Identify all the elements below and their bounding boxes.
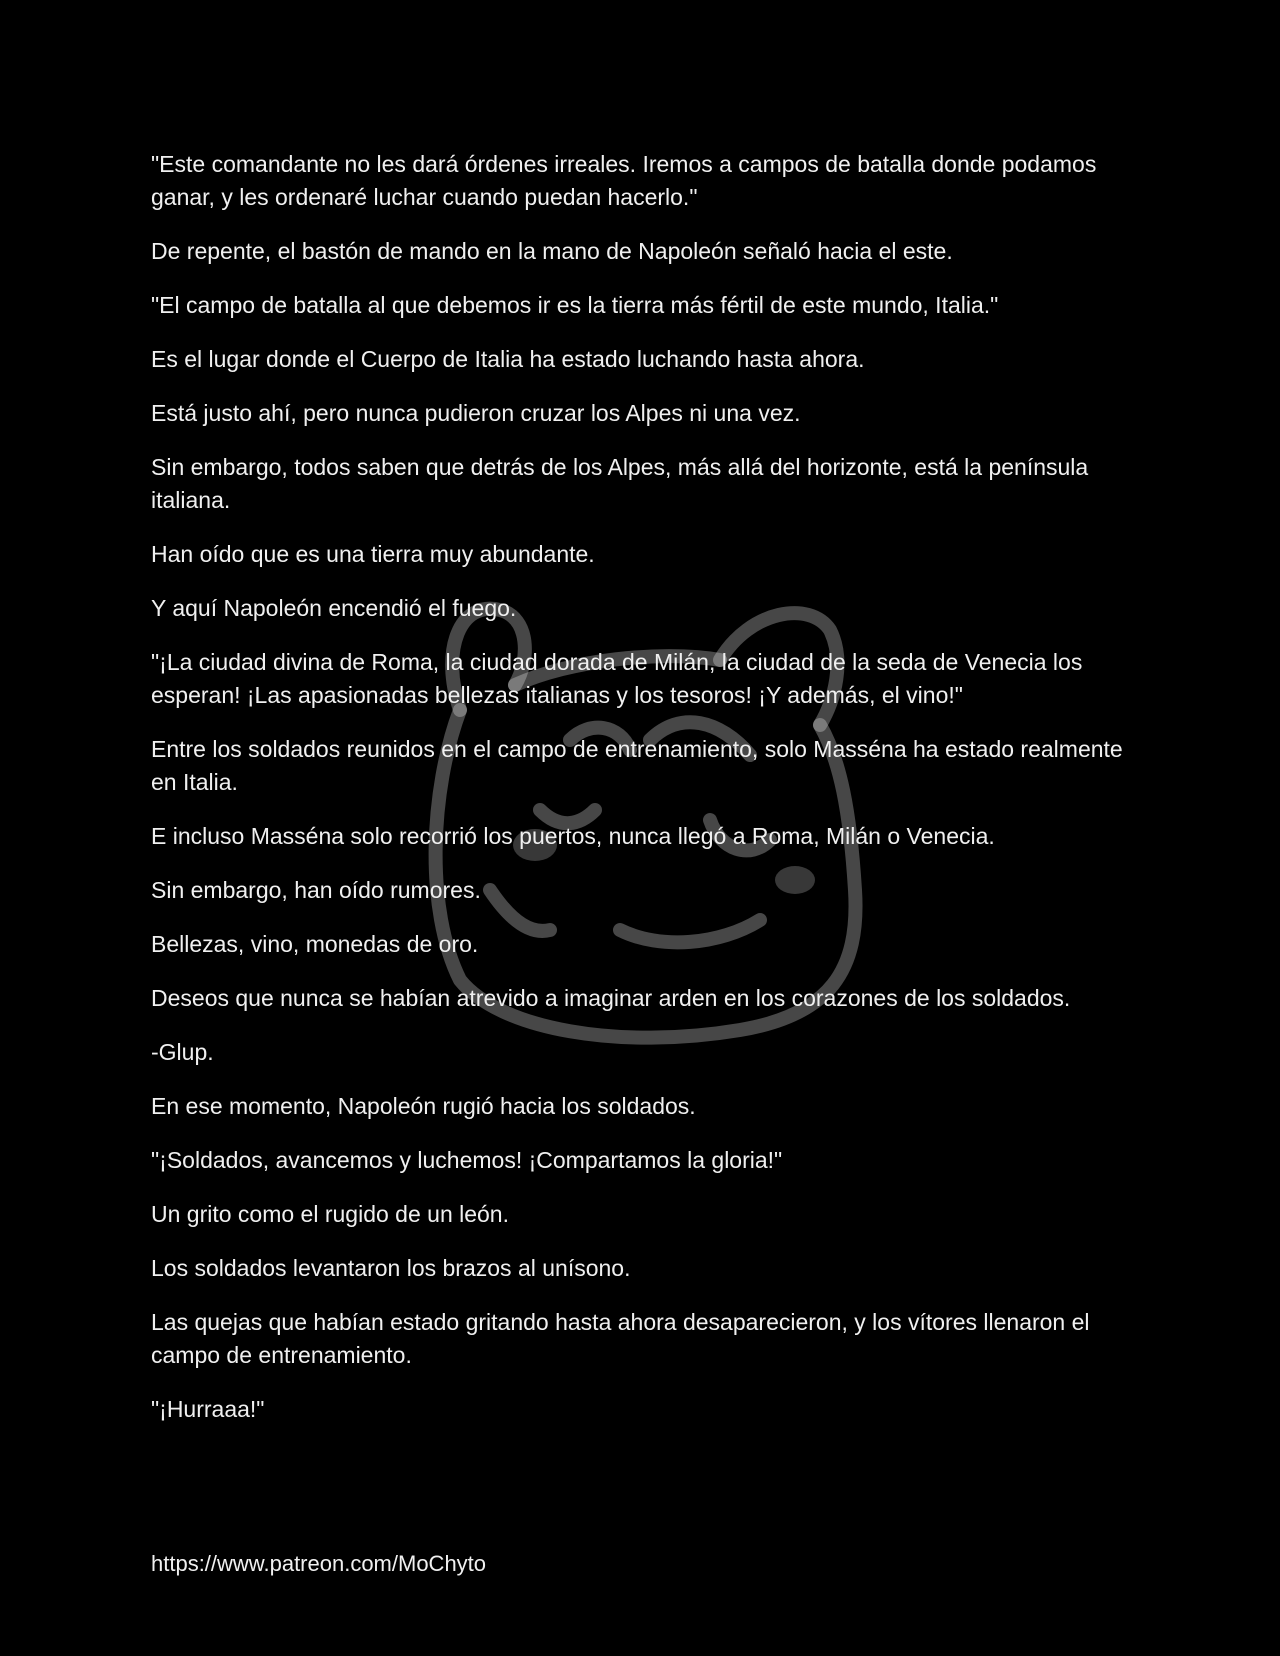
patreon-link[interactable]: https://www.patreon.com/MoChyto: [151, 1551, 487, 1576]
paragraph: Un grito como el rugido de un león.: [151, 1201, 509, 1227]
paragraph: Han oído que es una tierra muy abundante.: [151, 541, 595, 567]
paragraph: Entre los soldados reunidos en el campo de entrenamiento, solo Masséna ha estado realmente en Italia.: [151, 736, 1123, 795]
paragraph: "¡Soldados, avancemos y luchemos! ¡Compartamos la gloria!": [151, 1147, 783, 1173]
paragraph: De repente, el bastón de mando en la mano de Napoleón señaló hacia el este.: [151, 238, 953, 264]
paragraph: E incluso Masséna solo recorrió los puertos, nunca llegó a Roma, Milán o Venecia.: [151, 823, 995, 849]
paragraph: "¡La ciudad divina de Roma, la ciudad dorada de Milán, la ciudad de la seda de Venecia los esperan! ¡Las apasionadas bellezas italianas y los tesoros! ¡Y además, el vino!": [151, 649, 1083, 708]
story-text-body: [151, 148, 1151, 1447]
paragraph: Deseos que nunca se habían atrevido a imaginar arden en los corazones de los soldados.: [151, 985, 1071, 1011]
paragraph: Sin embargo, han oído rumores.: [151, 877, 481, 903]
paragraph: Y aquí Napoleón encendió el fuego.: [151, 595, 517, 621]
paragraph: "El campo de batalla al que debemos ir es la tierra más fértil de este mundo, Italia.": [151, 292, 999, 318]
paragraph: -Glup.: [151, 1039, 214, 1065]
paragraph: En ese momento, Napoleón rugió hacia los soldados.: [151, 1093, 696, 1119]
paragraph: Bellezas, vino, monedas de oro.: [151, 931, 479, 957]
paragraph: Las quejas que habían estado gritando hasta ahora desaparecieron, y los vítores llenaron el campo de entrenamiento.: [151, 1309, 1090, 1368]
paragraph: "¡Hurraaa!": [151, 1396, 265, 1422]
paragraph: "Este comandante no les dará órdenes irreales. Iremos a campos de batalla donde podamos ganar, y les ordenaré luchar cuando puedan hacerlo.": [151, 151, 1097, 210]
paragraph: Sin embargo, todos saben que detrás de los Alpes, más allá del horizonte, está la península italiana.: [151, 454, 1089, 513]
paragraph: Está justo ahí, pero nunca pudieron cruzar los Alpes ni una vez.: [151, 400, 801, 426]
paragraph: Es el lugar donde el Cuerpo de Italia ha estado luchando hasta ahora.: [151, 346, 865, 372]
paragraph: Los soldados levantaron los brazos al unísono.: [151, 1255, 631, 1281]
